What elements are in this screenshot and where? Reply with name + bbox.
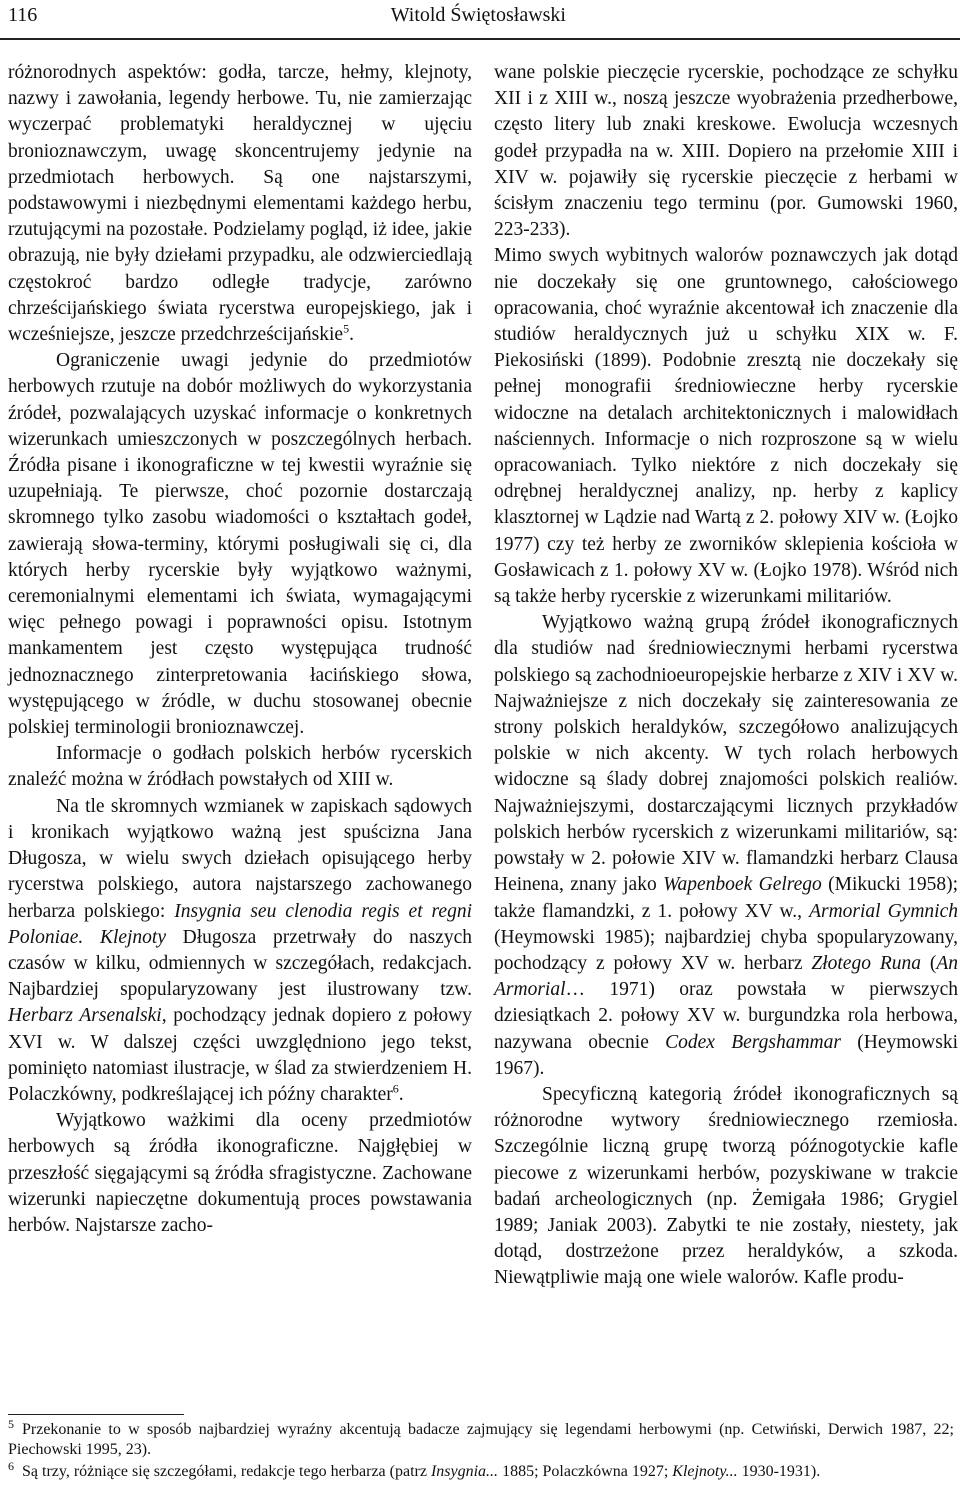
running-head-author: Witold Świętosławski	[390, 4, 566, 26]
italic-title: Wapenboek Gelrego	[663, 874, 822, 896]
page-number: 116	[8, 4, 38, 26]
footnote-separator	[8, 1414, 184, 1415]
footnotes	[8, 1416, 954, 1484]
left-column	[8, 60, 472, 1239]
paragraph: wane polskie pieczęcie rycerskie, pochodzące ze schyłku XII i z XIII w., noszą jeszcze wyobrażenia przedherbowe, często litery lub znaki kreskowe. Ewolucja wczesnych godeł przypadła na w. XIII. Dopiero na przełomie XIII i XIV w. pojawiły się rycerskie pieczęcie z herbami w ścisłym znaczeniu tego terminu (por. Gumowski 1960, 223-233).	[494, 62, 958, 241]
paragraph: Wyjątkowo ważną grupą źródeł ikonograficznych dla studiów nad średniowiecznymi herbami rycerstwa polskiego są zachodnioeuropejskie herbarze z XIV i XV w. Najważniejsze z nich doczekały się zainteresowania ze strony polskich heraldyków, szczegółowo analizujących polskie w nich akcenty. W tych rolach herbowych widoczne są ślady dobrej znajomości polskich realiów. Najważniejszymi, dostarczającymi licznych przykładów polskich herbów rycerskich z wizerunkami militariów, są: powstały w 2. połowie XIV w. flamandzki herbarz Clausa Heinena, znany jako Wapenboek Gelrego (Mikucki 1958); także flamandzki, z 1. połowy XV w., Armorial Gymnich (Heymowski 1985); najbardziej chyba spopularyzowany, pochodzący z połowy XV w. herbarz Złotego Runa (An Armorial… 1971) oraz powstała w pierwszych dziesiątkach 2. połowy XV w. burgundzka rola herbowa, nazywana obecnie Codex Bergshammar (Heymowski 1967).	[494, 612, 959, 1079]
footnote-ref-5[interactable]: 5	[343, 321, 350, 336]
paragraph: Wyjątkowo ważkimi dla oceny przedmiotów herbowych są źródła ikonograficzne. Najgłębiej w przeszłość sięgającymi są źródła sfragistyczne. Zachowane wizerunki napieczętne dokumentują proces powstawania herbów. Najstarsze zacho-	[8, 1110, 472, 1236]
footnote-number: 5	[8, 1416, 14, 1431]
footnote-number: 6	[8, 1458, 14, 1473]
header-rule	[0, 38, 960, 40]
footnote-5: $^5$ Przekonanie to w sposób najbardziej wyraźny akcentują badacze zajmujący się legendami herbowymi (np. Cetwiński, Derwich 1987, 22; Piechowski 1995, 23).	[8, 1416, 954, 1458]
paragraph: Ograniczenie uwagi jedynie do przedmiotów herbowych rzutuje na dobór możliwych do wykorzystania źródeł, pozwalających uzyskać informacje o konkretnych wizerunkach umieszczonych w poszczególnych herbach. Źródła pisane i ikonograficzne w tej kwestii wyraźnie się uzupełniają. Te pierwsze, choć pozornie dostarczają skromnego tylko zasobu wiadomości o kształtach godeł, zawierają słowa-terminy, którymi posługiwali się ci, dla których herby rycerskie były wyjątkowo ważnymi, ceremonialnymi elementami ich świata, wymagającymi więc pełnego powagi i poprawności opisu. Istotnym mankamentem jest często występująca trudność jednoznacznego zinterpretowania łacińskiego słowa, występującego w źródle, w duchu stosowanej obecnie polskiej terminologii bronioznawczej.	[8, 350, 472, 739]
italic-title: Złotego Runa	[811, 952, 921, 974]
paragraph: Mimo swych wybitnych walorów poznawczych jak dotąd nie doczekały się one gruntownego, całościowego opracowania, choć wyraźnie akcentował ich znaczenie dla studiów heraldycznych już u schyłku XIX w. F. Piekosiński (1899). Podobnie zresztą nie doczekały się pełnej monografii średniowieczne herby rycerskie widoczne na detalach architektonicznych i malowidłach naściennych. Informacje o nich rozproszone są w wielu opracowaniach. Tylko niektóre z nich doczekały się odrębnej heraldycznej analizy, np. herby z kaplicy klasztornej w Lądzie nad Wartą z 2. połowy XIV w. (Łojko 1977) czy też herby ze zworników sklepienia kościoła w Gosławicach z 1. połowy XV w. (Łojko 1978). Wśród nich są także herby rycerskie z wizerunkami militariów.	[494, 245, 958, 608]
paragraph: różnorodnych aspektów: godła, tarcze, hełmy, klejnoty, nazwy i zawołania, legendy herbowe. Tu, nie zamierzając wyczerpać problematyki heraldycznej w ujęciu bronioznawczym, uwagę skoncentrujemy jedynie na przedmiotach herbowych. Są one najstarszymi, podstawowymi i niezbędnymi elementami każdego herbu, rzutującymi na pozostałe. Podzielamy pogląd, iż idee, jakie obrazują, nie były dziełami przypadku, ale odzwierciedlają częstokroć bardzo odległe tradycje, zarówno chrześcijańskiego świata rycerstwa europejskiego, jak i wcześniejsze, jeszcze przedchrześcijańskie$^5$.	[8, 62, 472, 346]
italic-title: Codex Bergshammar	[665, 1031, 841, 1053]
italic-title: An Armorial	[494, 952, 959, 1001]
italic-title: Insygnia seu clenodia regis et regni Poloniae. Klejnoty	[8, 900, 472, 948]
right-column	[494, 60, 958, 1292]
italic-title: Herbarz Arsenalski	[8, 1005, 162, 1027]
footnote-6: $^6$ Są trzy, różniące się szczegółami, redakcje tego herbarza (patrz Insygnia... 1885; Polaczkówna 1927; Klejnoty... 1930-1931).	[8, 1458, 821, 1480]
page-header	[0, 0, 960, 38]
paragraph: Specyficzną kategorią źródeł ikonograficznych są różnorodne wytwory średniowiecznego rzemiosła. Szczególnie liczną grupę tworzą późnogotyckie kafle piecowe z wizerunkami herbów, pozyskiwane w trakcie badań archeologicznych (np. Żemigała 1986; Grygiel 1989; Janiak 2003). Zabytki te nie zostały, niestety, jak dotąd, dostrzeżone przez heraldyków, a szkoda. Niewątpliwie mają one wiele walorów. Kafle produ-	[494, 1083, 958, 1289]
italic-title: Armorial Gymnich	[809, 900, 958, 922]
footnote-ref-6[interactable]: 6	[392, 1081, 399, 1096]
paragraph: Na tle skromnych wzmianek w zapiskach sądowych i kronikach wyjątkowo ważną jest spuścizna Jana Długosza, w wielu swych dziełach opisującego herby rycerstwa polskiego, autora najstarszego zachowanego herbarza polskiego: Insygnia seu clenodia regis et regni Poloniae. Klejnoty Długosza przetrwały do naszych czasów w kilku, odmiennych w szczegółach, redakcjach. Najbardziej spopularyzowany jest ilustrowany tzw. Herbarz Arsenalski, pochodzący jednak dopiero z połowy XVI w. W dalszej części uwzględniono jego tekst, pominięto natomiast ilustracje, w ślad za stwierdzeniem H. Polaczkówny, podkreślającej ich późny charakter$^6$.	[8, 795, 472, 1105]
paragraph: Informacje o godłach polskich herbów rycerskich znaleźć można w źródłach powstałych od XIII w.	[8, 743, 472, 791]
